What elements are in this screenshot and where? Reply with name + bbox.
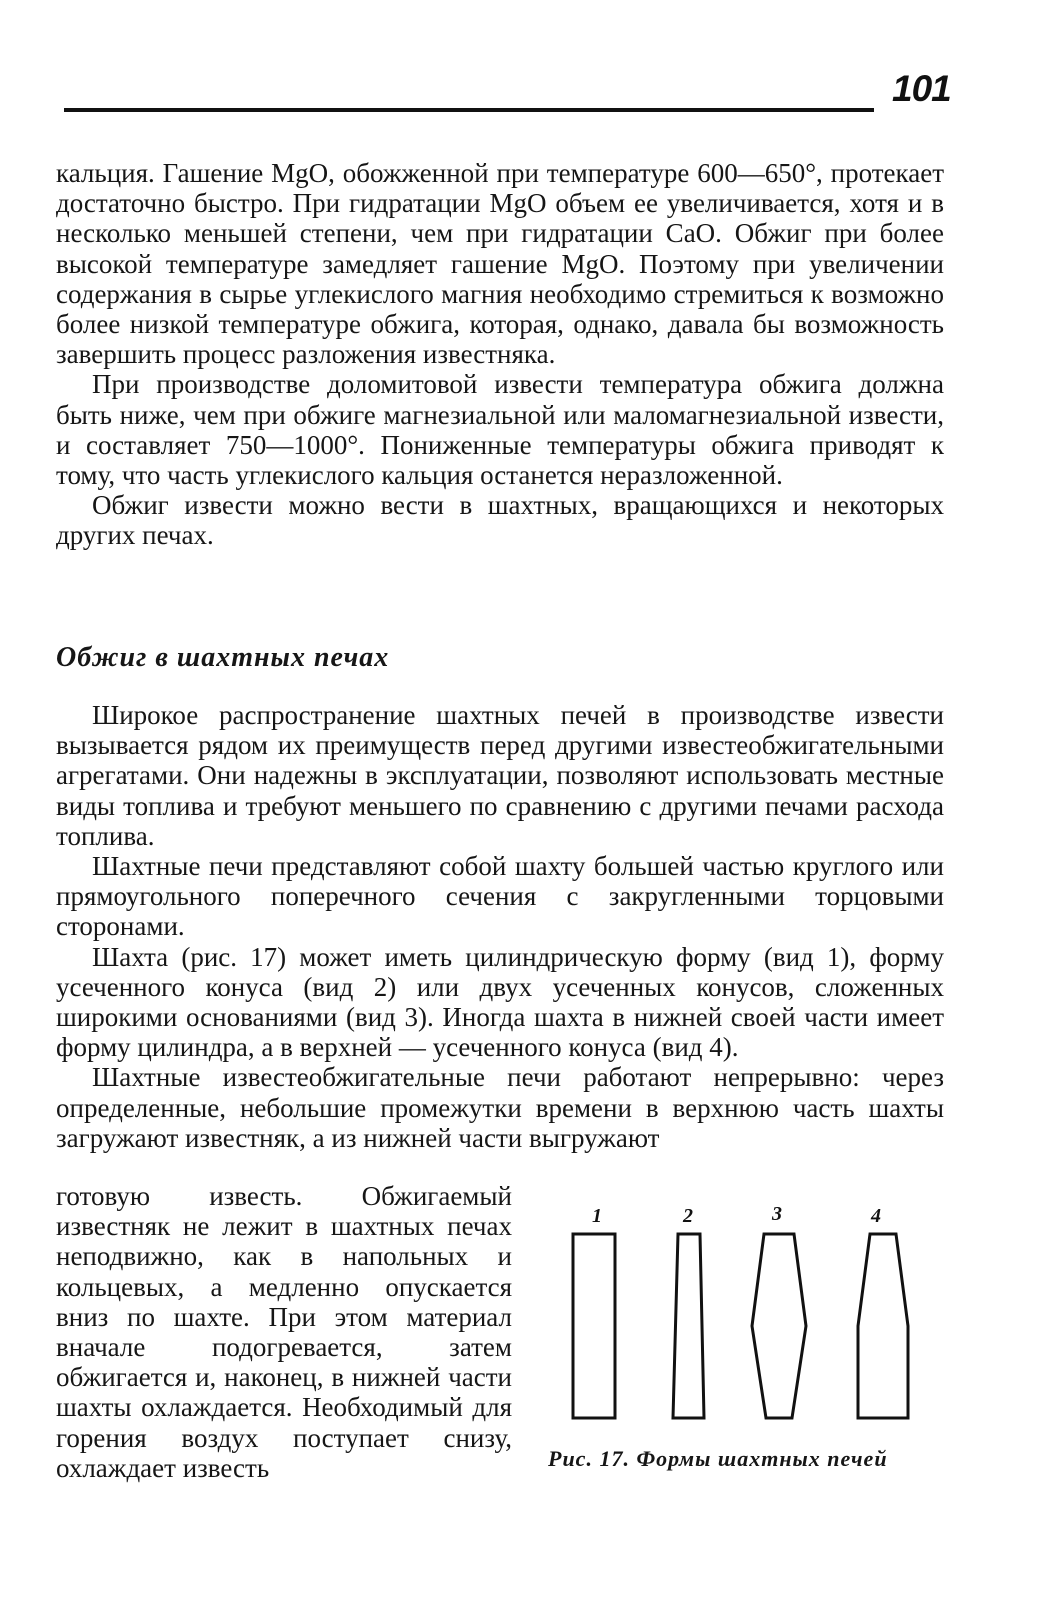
paragraph: Обжиг извести можно вести в шахтных, вращающихся и некоторых других печах. <box>56 490 944 551</box>
paragraph: Широкое распространение шахтных печей в производстве извести вызывается рядом их преимуществ перед другими известеобжигательными агрегатами. Они надежны в эксплуатации, позволяют использовать местные виды топлива и требуют меньшего по сравнению с другими печами расхода топлива. <box>56 700 944 851</box>
figure-label: 2 <box>683 1205 693 1227</box>
figure-label: 3 <box>772 1203 782 1225</box>
figure-label: 4 <box>871 1205 881 1227</box>
header-rule <box>64 108 874 112</box>
paragraph: Шахтные печи представляют собой шахту большей частью круглого или прямоугольного поперечного сечения с закругленными торцовыми сторонами. <box>56 851 944 942</box>
text-block-section <box>56 700 944 1153</box>
text-block-wrap <box>56 1181 512 1483</box>
paragraph: При производстве доломитовой извести температура обжига должна быть ниже, чем при обжиге магнезиальной или маломагнезиальной извести, и составляет 750—1000°. Пониженные температуры обжига приводят к тому, что часть углекислого кальция останется неразложенной. <box>56 369 944 491</box>
shaft-cylinder-shape <box>573 1234 615 1418</box>
paragraph: Шахта (рис. 17) может иметь цилиндрическую форму (вид 1), форму усеченного конуса (вид 2) или двух усеченных конусов, сложенных широкими основаниями (вид 3). Иногда шахта в нижней своей части имеет форму цилиндра, а в верхней — усеченного конуса (вид 4). <box>56 941 944 1063</box>
paragraph: Шахтные известеобжигательные печи работают непрерывно: через определенные, небольшие промежутки времени в верхнюю часть шахты загружают известняк, а из нижней части выгружают <box>56 1062 944 1153</box>
page-number: 101 <box>892 68 951 109</box>
figure-label: 1 <box>592 1205 602 1227</box>
shaft-truncated-cone-shape <box>673 1234 704 1418</box>
section-heading: Обжиг в шахтных печах <box>56 642 390 673</box>
figure-caption: Рис. 17. Формы шахтных печей <box>548 1446 888 1471</box>
text-block-intro <box>56 158 944 551</box>
paragraph: кальция. Гашение MgO, обожженной при температуре 600—650°, протекает достаточно быстро. При гидратации MgO объем ее увеличивается, хотя и в несколько меньшей степени, чем при гидратации CaO. Обжиг при более высокой температуре замедляет гашение MgO. Поэтому при увеличении содержания в сырье углекислого магния необходимо стремиться к возможно более низкой температуре обжига, которая, однако, давала бы возможность завершить процесс разложения известняка. <box>56 158 944 370</box>
shaft-cylinder-cone-shape <box>858 1234 908 1418</box>
shaft-double-cone-shape <box>752 1234 806 1418</box>
shaft-shapes-drawing <box>540 1196 960 1446</box>
paragraph: готовую известь. Обжигаемый известняк не лежит в шахтных печах неподвижно, как в напольных и кольцевых, а медленно опускается вниз по шахте. При этом материал вначале подогревается, затем обжигается и, наконец, в нижней части шахты охлаждается. Необходимый для горения воздух поступает снизу, охлаждает известь <box>56 1181 512 1483</box>
